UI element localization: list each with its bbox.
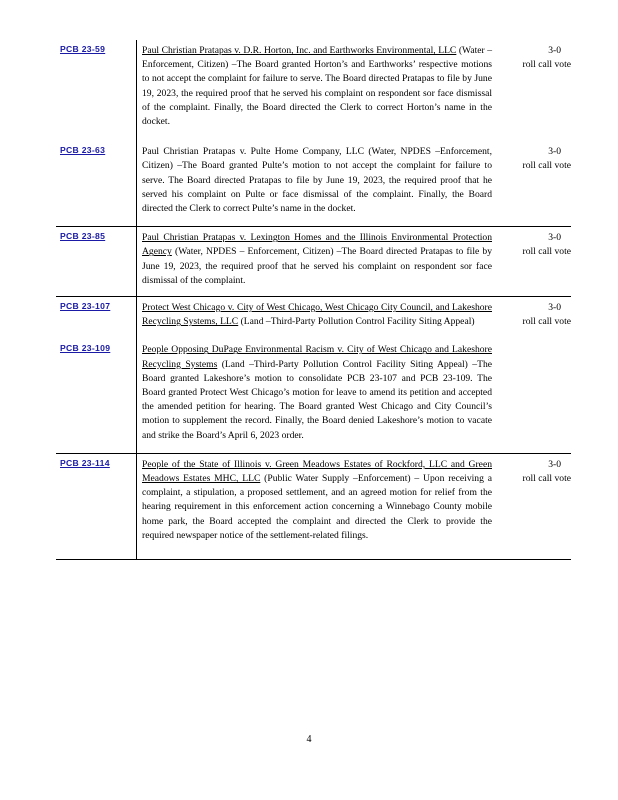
case-title: Protect West Chicago v. City of West Chicago, West Chicago City Council, and Lakeshore Recycling Systems, LLC	[142, 302, 492, 328]
docket-entry	[56, 458, 571, 543]
case-number-link[interactable]: PCB 23-59	[60, 44, 106, 54]
case-number-link[interactable]: PCB 23-107	[60, 301, 111, 312]
case-title: People Opposing DuPage Environmental Racism v. City of West Chicago and Lakeshore Recycling Systems	[142, 344, 492, 370]
docket-group	[56, 453, 571, 559]
vote-count: 3-0	[548, 146, 561, 158]
page-number: 4	[306, 734, 312, 745]
vote-result	[491, 231, 571, 259]
vote-result	[491, 44, 571, 72]
vote-count: 3-0	[548, 302, 561, 314]
entry-description	[142, 343, 492, 442]
docket-table	[56, 40, 571, 560]
docket-group	[56, 40, 571, 226]
entry-description	[142, 458, 492, 543]
vote-result	[491, 145, 571, 173]
vote-count: 3-0	[548, 458, 561, 470]
case-summary: (Water, NPDES – Enforcement, Citizen) –The Board directed Pratapas to file by June 19, 2023, the required proof that he served his complaint on respondent sor face dismissal of the complaint.	[142, 246, 492, 286]
case-number-link[interactable]: PCB 23-114	[60, 457, 110, 468]
docket-entry	[56, 231, 571, 288]
docket-entry	[56, 145, 571, 216]
docket-group	[56, 226, 571, 296]
case-number-link[interactable]: PCB 23-109	[60, 343, 111, 354]
case-title: People of the State of Illinois v. Green Meadows Estates of Rockford, LLC and Green Meadows Estates MHC, LLC	[142, 458, 492, 485]
case-number-link[interactable]: PCB 23-85	[60, 231, 106, 242]
case-summary: (Land –Third-Party Pollution Control Facility Siting Appeal) –The Board granted Lakeshore’s motion to consolidate PCB 23-107 and PCB 23-109. The Board granted Protect West Chicago’s motion for leave to amend its petition and accepted the amended petition for hearing. The Board granted West Chicago and City Council’s motion to supplement the record. Finally, the Board denied Lakeshore’s motion to vacate and strike the Board’s April 6, 2023 order.	[142, 358, 493, 441]
docket-group	[56, 296, 571, 453]
vote-type: roll call vote	[522, 246, 571, 258]
vote-type: roll call vote	[522, 59, 571, 71]
vote-result	[491, 301, 571, 329]
case-summary: (Land –Third-Party Pollution Control Facility Siting Appeal)	[238, 316, 475, 328]
entry-description	[142, 301, 492, 329]
case-summary: (Water –Enforcement, Citizen) –The Board granted Horton’s and Earthworks’ respective motions to not accept the complaint for failure to serve. The Board directed Pratapas to file by June 19, 2023, the required proof that he served his complaint on respondent sor face dismissal of the complaint. Finally, the Board directed the Clerk to correct Horton’s name in the docket.	[142, 45, 493, 128]
entry-description	[142, 145, 492, 216]
case-title: Paul Christian Pratapas v. Lexington Homes and the Illinois Environmental Protection Agency	[142, 232, 492, 258]
case-summary: (Public Water Supply –Enforcement) – Upon receiving a complaint, a stipulation, a proposed settlement, and an agreed motion for relief from the hearing requirement in this enforcement action concerning a Winnebago County mobile home park, the Board accepted the complaint and directed the Clerk to provide the required newspaper notice of the settlement-related filings.	[142, 473, 492, 541]
case-summary: Paul Christian Pratapas v. Pulte Home Company, LLC (Water, NPDES –Enforcement, Citizen) –The Board granted Pulte’s motion to not accept the complaint for failure to serve. The Board directed Pratapas to file by June 19, 2023, the required proof that he served his complaint on Pulte or face dismissal of the complaint. Finally, the Board directed the Clerk to correct Pulte’s name in the docket.	[142, 146, 492, 215]
vote-count: 3-0	[548, 232, 561, 244]
entry-description	[142, 44, 492, 129]
docket-entry	[56, 301, 571, 329]
vote-type: roll call vote	[522, 160, 571, 172]
docket-entry	[56, 343, 571, 442]
entry-description	[142, 231, 492, 288]
vote-type: roll call vote	[522, 316, 571, 328]
vote-type: roll call vote	[522, 473, 571, 485]
vote-count: 3-0	[548, 45, 561, 56]
case-number-link[interactable]: PCB 23-63	[60, 145, 106, 156]
vote-result	[491, 458, 571, 486]
docket-entry	[56, 44, 571, 129]
case-title: Paul Christian Pratapas v. D.R. Horton, Inc. and Earthworks Environmental, LLC	[142, 45, 457, 56]
